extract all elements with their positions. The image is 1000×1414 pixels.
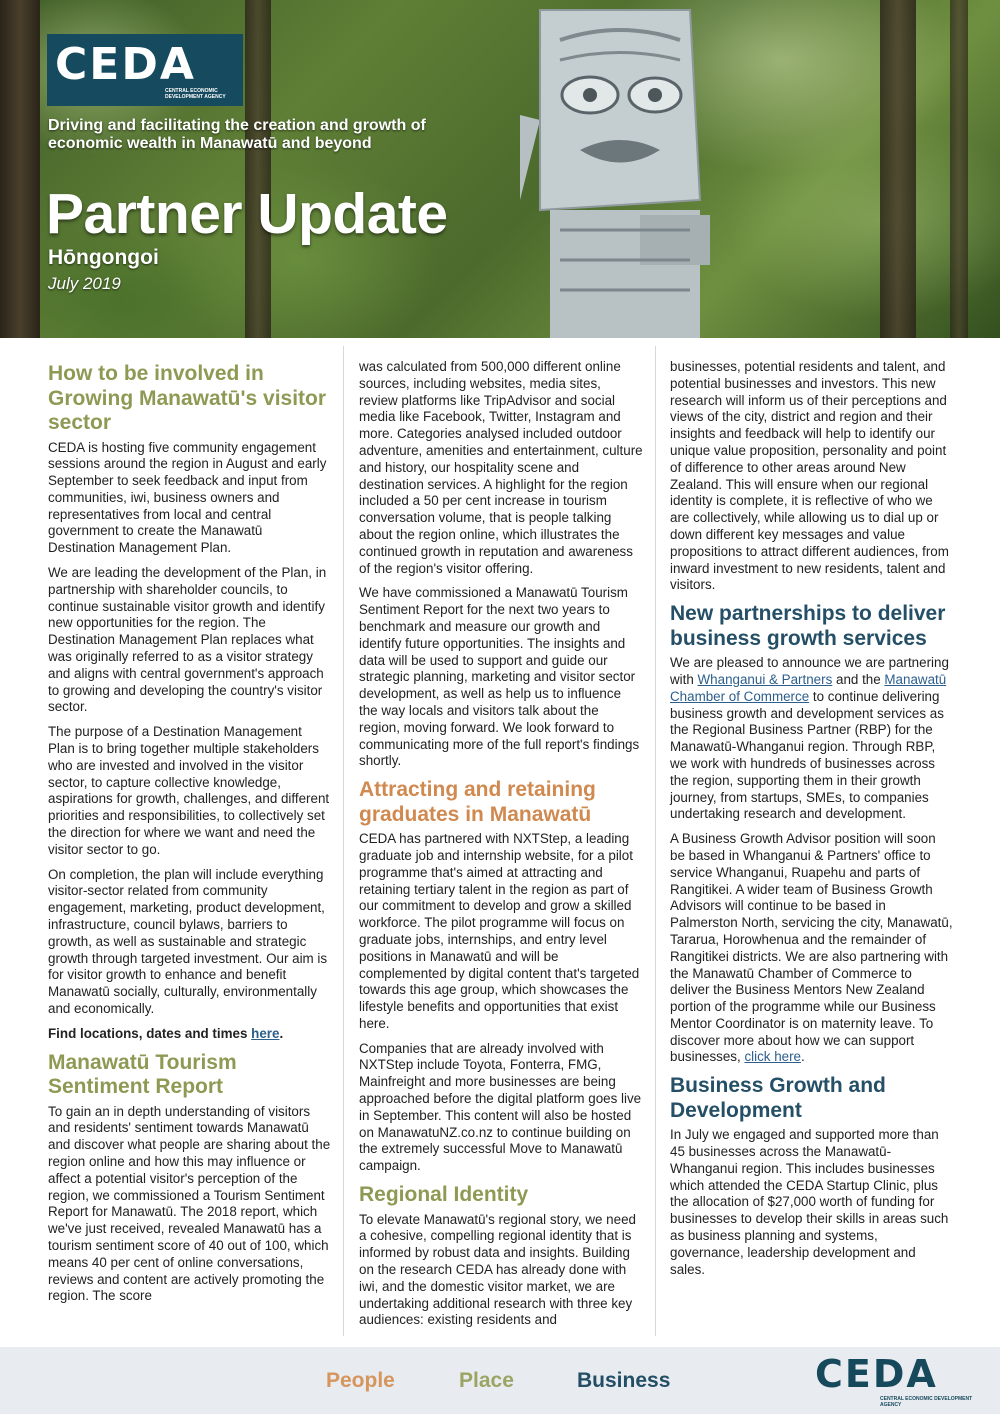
paragraph: In July we engaged and supported more than 45 businesses across the Manawatū-Whanganui region. This includes businesses which attended the CEDA Startup Clinic, plus the allocation of $27,000 worth of funding for businesses to develop their skills in areas such as business planning and systems, governance, leadership development and sales. bbox=[670, 1127, 949, 1277]
logo-subtitle: CENTRAL ECONOMIC DEVELOPMENT AGENCY bbox=[165, 88, 226, 100]
section-heading: New partnerships to deliver business growth services bbox=[670, 602, 946, 650]
whanganui-partners-link[interactable]: Whanganui & Partners bbox=[697, 671, 833, 687]
tagline bbox=[48, 117, 488, 153]
find-text: Find locations, dates and times bbox=[48, 1025, 252, 1041]
section-heading: Business Growth and Development bbox=[670, 1074, 886, 1122]
paragraph: The purpose of a Destination Management Plan is to bring together multiple stakeholders who are invested and involved in the visitor sector, to capture collective knowledge, aspirations for growth, challenges, and different priorities and responsibilities, to collectively set the direction for where we want and need the visitor sector to go. bbox=[48, 724, 330, 857]
paragraph: was calculated from 500,000 different online sources, including websites, media sites, review platforms like TripAdvisor and social media like Facebook, Twitter, Instagram and more. Categories analysed included outdoor adventure, amenities and entertainment, culture and history, our hospitality scene and destination services. A highlight for the region included a 50 per cent increase in tourism conversation volume, that is people talking about the region online, which illustrates the continued growth in reputation and awareness of the region's visitor offering. bbox=[359, 359, 643, 576]
paragraph: CEDA has partnered with NXTStep, a leading graduate job and internship website, for a pilot programme that's aimed at attracting and retaining tertiary talent in the region as part of our commitment to develop and grow a skilled workforce. The pilot programme will focus on graduate jobs, internships, and entry level positions in Manawatū and will be complemented by digital content that's targeted towards this age group, which showcases the lifestyle benefits and opportunities that exist here. bbox=[359, 831, 640, 1031]
hero-banner bbox=[0, 0, 1000, 338]
text-run: to continue delivering business growth and development services as the Regional Business Partner (RBP) for the Manawatū-Whanganui region. Through RBP, we work with hundreds of businesses across the region, supporting them in their growth journey, from startups, SMEs, to companies undertaking research and development. bbox=[670, 688, 944, 822]
footer-ceda-logo: CEDA bbox=[815, 1352, 938, 1396]
text-run: . bbox=[801, 1049, 805, 1065]
text-run: We are pleased to announce we are partnering with bbox=[670, 655, 949, 687]
footer-word-place: Place bbox=[459, 1369, 514, 1392]
footer-word-business: Business bbox=[577, 1369, 671, 1392]
tagline-line-2: economic wealth in Manawatū and beyond bbox=[48, 135, 372, 152]
paragraph: businesses, potential residents and talent, and potential businesses and investors. This new research will inform us of their perceptions and views of the city, district and region and their insights and feedback will help to identify our unique value proposition, personality and point of difference to other areas around New Zealand. This will ensure when our regional identity is complete, it is reflective of who we are collectively, while allowing us to dial up or down different key messages and value propositions to attract different audiences, from inward investment to new residents, talent and visitors. bbox=[670, 359, 949, 593]
carved-statue-image bbox=[520, 0, 730, 338]
paragraph: We have commissioned a Manawatū Tourism Sentiment Report for the next two years to benchmark and measure our growth and identify future opportunities. The insights and data will be used to support and guide our strategic planning, marketing and visitor sector development, as well as help us to influence the way locals and visitors talk about the region, moving forward. We look forward to communicating more of the full report's findings shortly. bbox=[359, 585, 640, 769]
text-run: A Business Growth Advisor position will soon be based in Whanganui & Partners' office to service Whanganui, Ruapehu and parts of Rangitikei. A wider team of Business Growth Advisors will continue to be based in Palmerston North, servicing the city, Manawatū, Tararua, Horowhenua and the remainder of Rangitikei districts. We are also partnering with the Manawatū Chamber of Commerce to deliver the Business Mentors New Zealand portion of the programme while our Business Mentor Coordinator is on maternity leave. To discover more about how we can support businesses, bbox=[670, 831, 953, 1065]
footer-logo-subtitle: CENTRAL ECONOMIC DEVELOPMENT AGENCY bbox=[880, 1396, 973, 1408]
page-title: Partner Update bbox=[46, 182, 448, 246]
here-link[interactable]: here bbox=[251, 1025, 280, 1041]
section-heading: Manawatū Tourism Sentiment Report bbox=[48, 1050, 237, 1099]
click-here-link[interactable]: click here bbox=[744, 1049, 801, 1065]
find-locations-line bbox=[48, 1026, 332, 1043]
find-end: . bbox=[279, 1025, 284, 1041]
paragraph: CEDA is hosting five community engagement sessions around the region in August and early September to seek feedback and input from communities, iwi, business owners and representatives from local and central government to create the Manawatū Destination Management Plan. bbox=[48, 439, 327, 556]
paragraph bbox=[670, 655, 954, 823]
footer bbox=[0, 1347, 1000, 1414]
tree-trunk bbox=[245, 0, 271, 338]
paragraph: To gain an in depth understanding of visitors and residents' sentiment towards Manawatū and discover what people are sharing about the region online and how this may influence or affect a potential visitor's perception of the region, we commissioned a Tourism Sentiment Report for Manawatū. The 2018 report, which we've just received, revealed Manawatū has a tourism sentiment score of 40 out of 100, which means 40 per cent of online conversations, reviews and content are actively promoting the region. The score bbox=[48, 1103, 331, 1304]
footer-word-people: People bbox=[326, 1369, 395, 1392]
column-divider bbox=[343, 346, 344, 1336]
section-heading: Regional Identity bbox=[359, 1183, 529, 1207]
column-divider bbox=[655, 346, 656, 1336]
column-3 bbox=[670, 359, 954, 1286]
tagline-line-1: Driving and facilitating the creation and growth of bbox=[48, 117, 426, 134]
tree-trunk bbox=[0, 0, 40, 338]
tree-trunk bbox=[880, 0, 916, 338]
month-maori-name: Hōngongoi bbox=[48, 246, 159, 269]
tree-trunk bbox=[950, 0, 968, 338]
logo-wordmark: CEDA bbox=[55, 39, 196, 90]
section-heading: Attracting and retaining graduates in Manawatū bbox=[359, 778, 596, 826]
issue-date: July 2019 bbox=[48, 274, 121, 293]
paragraph bbox=[670, 831, 954, 1066]
column-1 bbox=[48, 362, 332, 1313]
ceda-logo bbox=[47, 34, 243, 106]
paragraph: We are leading the development of the Plan, in partnership with shareholder councils, to continue sustainable visitor growth and identify new opportunities for the region. The Destination Management Plan replaces what was originally referred to as a visitor strategy and aligns with central government's approach to growing and developing the country's visitor sector. bbox=[48, 565, 327, 715]
paragraph: Companies that are already involved with NXTStep include Toyota, Fonterra, FMG, Mainfreight and more businesses are being approached before the digital platform goes live in September. This content will also be hosted on ManawatuNZ.co.nz to continue building on the extremely successful Move to Manawatū campaign. bbox=[359, 1040, 642, 1174]
text-run: and the bbox=[832, 671, 885, 687]
column-2 bbox=[359, 359, 643, 1337]
chamber-of-commerce-link[interactable]: Manawatū Chamber of Commerce bbox=[670, 671, 947, 704]
paragraph: To elevate Manawatū's regional story, we need a cohesive, compelling regional identity that is informed by robust data and insights. Building on the research CEDA has already done with iwi, and the domestic visitor market, we are undertaking additional research with three key audiences: existing residents and bbox=[359, 1211, 636, 1328]
section-heading: How to be involved in Growing Manawatū's visitor sector bbox=[48, 362, 327, 434]
paragraph: On completion, the plan will include everything visitor-sector related from community engagement, marketing, product development, infrastructure, council bylaws, barriers to growth, as well as sustainable and strategic growth through targeted investment. Our aim is for visitor growth to enhance and benefit Manawatū socially, culturally, environmentally and economically. bbox=[48, 866, 328, 1016]
